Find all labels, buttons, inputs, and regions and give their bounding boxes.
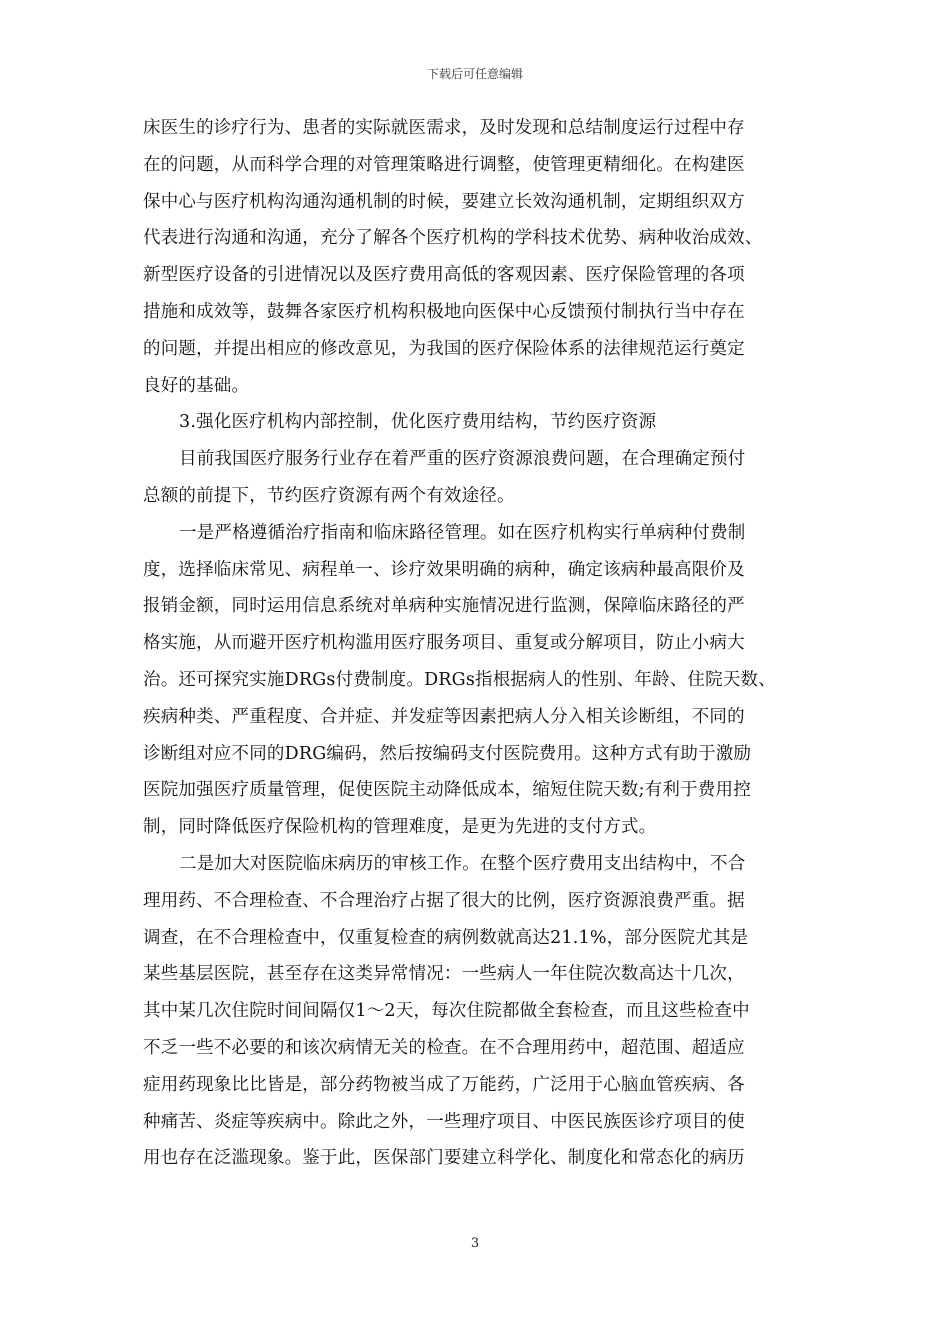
text-line: 在的问题，从而科学合理的对管理策略进行调整，使管理更精细化。在构建医: [143, 154, 745, 175]
text-line: 3.强化医疗机构内部控制，优化医疗费用结构，节约医疗资源: [179, 412, 657, 433]
text-line: 不乏一些不必要的和该次病情无关的检查。在不合理用药中，超范围、超适应: [143, 1037, 745, 1058]
text-line: 疾病种类、严重程度、合并症、并发症等因素把病人分入相关诊断组，不同的: [143, 706, 745, 727]
text-line: 一是严格遵循治疗指南和临床路径管理。如在医疗机构实行单病种付费制: [179, 522, 746, 543]
text-line: 新型医疗设备的引进情况以及医疗费用高低的客观因素、医疗保险管理的各项: [143, 265, 745, 286]
text-line: 目前我国医疗服务行业存在着严重的医疗资源浪费问题，在合理确定预付: [179, 449, 746, 470]
text-line: 调查，在不合理检查中，仅重复检查的病例数就高达21.1%，部分医院尤其是: [143, 927, 749, 948]
text-line: 医院加强医疗质量管理，促使医院主动降低成本，缩短住院天数;有利于费用控: [143, 780, 751, 801]
text-line: 理用药、不合理检查、不合理治疗占据了很大的比例，医疗资源浪费严重。据: [143, 890, 745, 911]
text-line: 诊断组对应不同的DRG编码，然后按编码支付医院费用。这种方式有助于激励: [143, 743, 752, 764]
page-header: 下载后可任意编辑: [426, 67, 523, 81]
document-body: [143, 110, 807, 1177]
text-line: 良好的基础。: [143, 375, 250, 396]
text-line: 保中心与医疗机构沟通沟通机制的时候，要建立长效沟通机制，定期组织双方: [143, 191, 745, 212]
text-line: 总额的前提下，节约医疗资源有两个有效途径。: [143, 485, 515, 506]
text-line: 种痛苦、炎症等疾病中。除此之外，一些理疗项目、中医民族医诊疗项目的使: [143, 1111, 745, 1132]
text-line: 度，选择临床常见、病程单一、诊疗效果明确的病种，确定该病种最高限价及: [143, 559, 745, 580]
text-line: 床医生的诊疗行为、患者的实际就医需求，及时发现和总结制度运行过程中存: [143, 118, 745, 138]
text-line: 二是加大对医院临床病历的审核工作。在整个医疗费用支出结构中，不合: [179, 853, 746, 874]
text-line: 其中某几次住院时间间隔仅1～2天，每次住院都做全套检查，而且这些检查中: [143, 1001, 750, 1022]
text-line: 报销金额，同时运用信息系统对单病种实施情况进行监测，保障临床路径的严: [143, 596, 745, 617]
text-line: 措施和成效等，鼓舞各家医疗机构积极地向医保中心反馈预付制执行当中存在: [143, 301, 745, 322]
text-line: 制，同时降低医疗保险机构的管理难度，是更为先进的支付方式。: [143, 817, 657, 838]
text-line: 症用药现象比比皆是，部分药物被当成了万能药，广泛用于心脑血管疾病、各: [143, 1074, 745, 1095]
page-number: 3: [470, 1236, 480, 1251]
text-line: 用也存在泛滥现象。鉴于此，医保部门要建立科学化、制度化和常态化的病历: [143, 1148, 745, 1169]
text-line: 某些基层医院，甚至存在这类异常情况：一些病人一年住院次数高达十几次，: [143, 964, 745, 985]
text-line: 代表进行沟通和沟通，充分了解各个医疗机构的学科技术优势、病种收治成效、: [143, 228, 763, 249]
text-line: 治。还可探究实施DRGs付费制度。DRGs指根据病人的性别、年龄、住院天数、: [143, 669, 776, 690]
text-line: 格实施，从而避开医疗机构滥用医疗服务项目、重复或分解项目，防止小病大: [143, 633, 745, 654]
text-line: 的问题，并提出相应的修改意见，为我国的医疗保险体系的法律规范运行奠定: [143, 338, 745, 359]
